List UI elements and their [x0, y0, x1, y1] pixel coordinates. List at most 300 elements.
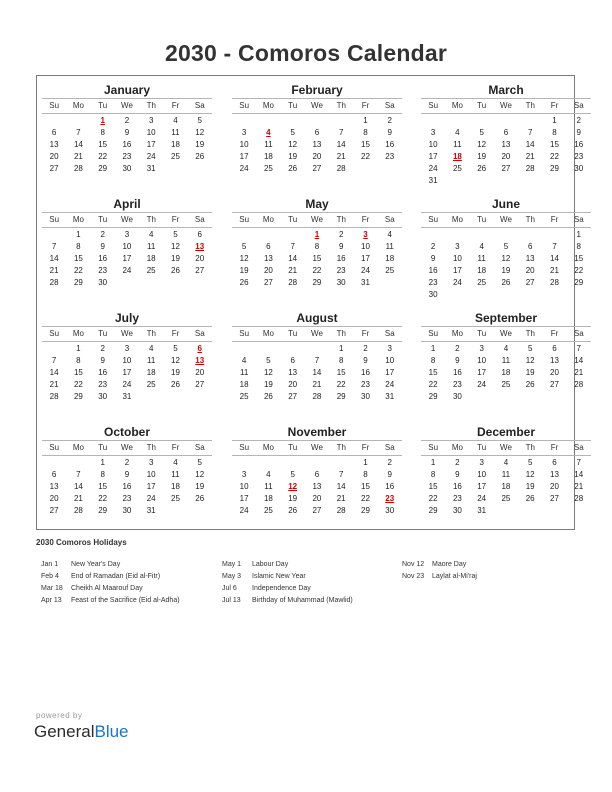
day-cell: 8 — [430, 470, 436, 479]
holiday-date: May 1 — [222, 561, 242, 568]
powered-by-label: powered by — [36, 711, 83, 720]
weekday-label: Th — [146, 101, 156, 110]
day-cell: 1 — [430, 458, 436, 467]
day-cell: 11 — [147, 356, 156, 365]
weekday-label: We — [311, 215, 323, 224]
weekday-label: We — [121, 329, 133, 338]
day-cell: 19 — [288, 152, 298, 161]
day-cell: 31 — [385, 392, 395, 401]
weekday-label: Th — [146, 329, 156, 338]
holiday-row — [41, 595, 180, 607]
holiday-name: Laylat al-Mi'raj — [432, 573, 477, 580]
day-cell: 8 — [76, 242, 81, 251]
day-cell: 12 — [171, 242, 180, 251]
day-cell: 17 — [385, 368, 395, 377]
weekday-label: Su — [239, 443, 250, 452]
weekday-label: Mo — [451, 443, 463, 452]
weekday-label: Tu — [477, 101, 487, 110]
day-cell: 25 — [501, 494, 511, 503]
weekday-label: Th — [336, 101, 346, 110]
day-cell: 25 — [477, 278, 487, 287]
day-cell: 21 — [49, 380, 59, 389]
day-cell: 16 — [122, 482, 132, 491]
holiday-date: Mar 18 — [41, 585, 63, 592]
empty-cell — [66, 115, 90, 127]
holiday-row — [41, 571, 180, 583]
weekday-label: Sa — [573, 329, 584, 338]
day-cell: 11 — [239, 368, 249, 377]
weekday-label: Sa — [194, 329, 205, 338]
day-cell: 28 — [336, 506, 346, 515]
day-cell: 8 — [363, 128, 368, 137]
day-cell: 15 — [73, 368, 83, 377]
day-cell: 12 — [239, 254, 249, 263]
day-cell: 13 — [263, 254, 273, 263]
day-grid — [232, 114, 402, 175]
month-name: February — [291, 83, 343, 97]
day-cell: 26 — [477, 164, 487, 173]
day-cell: 23 — [385, 152, 395, 161]
empty-cell — [281, 343, 305, 355]
day-cell: 27 — [195, 380, 205, 389]
day-grid — [42, 228, 212, 289]
day-cell: 24 — [146, 152, 156, 161]
empty-cell — [232, 115, 256, 127]
day-cell: 26 — [288, 164, 298, 173]
day-cell: 1 — [100, 458, 105, 467]
day-cell: 24 — [122, 266, 132, 275]
day-cell: 6 — [314, 128, 320, 137]
empty-cell — [421, 115, 445, 127]
day-cell: 21 — [73, 494, 83, 503]
empty-cell — [66, 457, 90, 469]
day-cell: 15 — [98, 140, 108, 149]
day-cell: 23 — [361, 380, 370, 389]
day-cell: 16 — [361, 368, 370, 377]
day-cell: 17 — [239, 152, 249, 161]
day-cell: 22 — [361, 152, 370, 161]
weekday-label: Fr — [550, 101, 559, 110]
weekday-header — [232, 212, 402, 228]
day-cell: 23 — [452, 380, 462, 389]
day-cell: 11 — [264, 482, 273, 491]
day-cell: 1 — [76, 344, 81, 353]
day-cell: 26 — [501, 278, 511, 287]
day-cell: 18 — [477, 266, 487, 275]
day-cell: 27 — [501, 164, 511, 173]
day-cell: 6 — [503, 128, 509, 137]
day-cell: 11 — [501, 356, 511, 365]
month-name: December — [476, 425, 536, 439]
day-cell: 9 — [124, 128, 130, 137]
day-cell: 31 — [477, 506, 487, 515]
day-cell: 20 — [312, 494, 322, 503]
weekday-label: Tu — [288, 443, 298, 452]
day-cell: 24 — [146, 494, 156, 503]
month-january — [42, 82, 212, 175]
day-cell: 26 — [171, 380, 180, 389]
weekday-label: We — [500, 443, 512, 452]
day-cell: 5 — [173, 344, 178, 353]
holiday-day-cell: 6 — [197, 344, 202, 353]
day-cell: 10 — [146, 128, 156, 137]
weekday-label: Sa — [384, 215, 395, 224]
holiday-date: Nov 12 — [402, 561, 425, 568]
day-cell: 14 — [73, 482, 83, 491]
day-cell: 17 — [146, 482, 156, 491]
day-cell: 28 — [574, 494, 584, 503]
brand-blue-text: Blue — [94, 722, 129, 741]
day-cell: 30 — [452, 392, 462, 401]
day-cell: 15 — [361, 140, 370, 149]
month-name: November — [287, 425, 347, 439]
empty-cell — [256, 343, 280, 355]
weekday-label: Fr — [171, 215, 180, 224]
weekday-label: Fr — [361, 215, 370, 224]
day-cell: 4 — [148, 344, 154, 353]
month-march — [421, 82, 591, 187]
day-cell: 30 — [122, 164, 132, 173]
day-cell: 7 — [338, 128, 344, 137]
day-cell: 29 — [361, 506, 370, 515]
weekday-label: Fr — [550, 329, 559, 338]
day-cell: 12 — [171, 356, 180, 365]
day-cell: 9 — [100, 356, 105, 365]
day-cell: 9 — [455, 356, 460, 365]
day-cell: 17 — [452, 266, 462, 275]
day-cell: 31 — [146, 506, 156, 515]
day-cell: 23 — [428, 278, 438, 287]
empty-cell — [329, 115, 353, 127]
empty-cell — [329, 457, 353, 469]
day-cell: 21 — [49, 266, 59, 275]
weekday-label: Su — [49, 329, 60, 338]
weekday-label: Th — [525, 215, 535, 224]
weekday-label: Th — [336, 329, 346, 338]
weekday-label: Tu — [477, 215, 487, 224]
holiday-name: Birthday of Muhammad (Mawlid) — [252, 597, 353, 604]
weekday-label: Su — [428, 101, 439, 110]
day-cell: 17 — [146, 140, 156, 149]
day-cell: 29 — [98, 506, 108, 515]
day-cell: 6 — [552, 344, 557, 353]
day-cell: 15 — [428, 482, 438, 491]
day-cell: 26 — [288, 506, 298, 515]
weekday-label: We — [500, 329, 512, 338]
empty-cell — [42, 115, 66, 127]
day-cell: 18 — [239, 380, 249, 389]
weekday-label: Mo — [262, 215, 274, 224]
weekday-label: Tu — [98, 443, 108, 452]
day-cell: 25 — [171, 494, 180, 503]
day-cell: 4 — [266, 470, 271, 479]
day-cell: 4 — [503, 344, 509, 353]
weekday-label: Th — [525, 329, 535, 338]
day-cell: 4 — [479, 242, 484, 251]
day-cell: 25 — [452, 164, 462, 173]
month-name: March — [488, 83, 524, 97]
day-cell: 12 — [263, 368, 273, 377]
day-cell: 29 — [312, 278, 322, 287]
day-cell: 5 — [503, 242, 509, 251]
day-cell: 20 — [195, 254, 205, 263]
day-cell: 20 — [195, 368, 205, 377]
day-cell: 29 — [98, 164, 108, 173]
holiday-name: Labour Day — [252, 561, 289, 568]
day-cell: 25 — [263, 164, 273, 173]
day-cell: 27 — [525, 278, 535, 287]
day-cell: 21 — [525, 152, 535, 161]
holidays-title: 2030 Comoros Holidays — [36, 538, 127, 547]
day-cell: 21 — [550, 266, 559, 275]
day-grid — [42, 456, 212, 517]
holiday-name: Independence Day — [252, 585, 311, 592]
holiday-name: End of Ramadan (Eid al-Fitr) — [71, 573, 161, 580]
day-cell: 31 — [428, 176, 438, 185]
weekday-label: Fr — [361, 329, 370, 338]
month-july — [42, 310, 212, 403]
weekday-label: Th — [146, 443, 156, 452]
day-cell: 10 — [122, 242, 132, 251]
weekday-label: Mo — [262, 443, 274, 452]
weekday-label: Tu — [477, 329, 487, 338]
weekday-header — [421, 98, 591, 114]
day-cell: 7 — [576, 344, 581, 353]
day-cell: 6 — [51, 470, 57, 479]
weekday-label: Sa — [194, 443, 205, 452]
day-cell: 4 — [173, 116, 178, 125]
day-cell: 5 — [479, 128, 484, 137]
day-cell: 14 — [550, 254, 559, 263]
day-cell: 26 — [239, 278, 249, 287]
weekday-header — [42, 440, 212, 456]
weekday-label: Tu — [477, 443, 487, 452]
day-cell: 4 — [148, 230, 154, 239]
day-cell: 4 — [387, 230, 392, 239]
day-cell: 16 — [452, 368, 462, 377]
holiday-day-cell: 12 — [288, 482, 298, 491]
day-cell: 30 — [428, 290, 438, 299]
day-cell: 24 — [452, 278, 462, 287]
day-cell: 19 — [171, 368, 180, 377]
day-cell: 26 — [525, 494, 535, 503]
day-cell: 25 — [146, 380, 156, 389]
day-cell: 20 — [263, 266, 273, 275]
brand-general-text: General — [34, 722, 95, 741]
day-cell: 25 — [385, 266, 395, 275]
day-cell: 25 — [239, 392, 249, 401]
empty-cell — [256, 229, 280, 241]
day-cell: 14 — [312, 368, 322, 377]
holiday-day-cell: 4 — [266, 128, 271, 137]
holiday-date: Jul 13 — [222, 597, 241, 604]
day-cell: 17 — [122, 368, 132, 377]
day-cell: 3 — [241, 128, 247, 137]
day-cell: 13 — [312, 482, 322, 491]
weekday-label: Tu — [288, 215, 298, 224]
day-cell: 16 — [98, 254, 108, 263]
day-cell: 28 — [288, 278, 298, 287]
day-cell: 19 — [195, 140, 205, 149]
empty-cell — [494, 115, 518, 127]
day-cell: 7 — [576, 458, 581, 467]
day-cell: 27 — [288, 392, 298, 401]
day-cell: 24 — [477, 494, 487, 503]
day-cell: 11 — [171, 470, 180, 479]
day-cell: 29 — [73, 278, 83, 287]
generalblue-logo[interactable] — [34, 722, 129, 742]
weekday-header — [421, 440, 591, 456]
day-cell: 5 — [197, 116, 202, 125]
weekday-label: Fr — [550, 443, 559, 452]
day-cell: 12 — [525, 356, 535, 365]
day-cell: 14 — [574, 356, 584, 365]
day-cell: 5 — [241, 242, 247, 251]
day-cell: 12 — [501, 254, 511, 263]
holiday-day-cell: 1 — [100, 116, 105, 125]
day-cell: 8 — [576, 242, 581, 251]
weekday-label: Su — [239, 329, 250, 338]
day-cell: 27 — [312, 164, 322, 173]
day-cell: 16 — [428, 266, 438, 275]
day-cell: 7 — [527, 128, 533, 137]
weekday-header — [232, 440, 402, 456]
weekday-label: We — [500, 215, 512, 224]
day-cell: 1 — [76, 230, 81, 239]
month-december — [421, 424, 591, 517]
page-title: 2030 - Comoros Calendar — [165, 40, 447, 66]
day-cell: 20 — [550, 368, 559, 377]
empty-cell — [42, 343, 66, 355]
day-cell: 7 — [76, 128, 81, 137]
month-october — [42, 424, 212, 517]
day-cell: 19 — [525, 368, 535, 377]
weekday-label: Th — [336, 215, 346, 224]
day-cell: 12 — [477, 140, 487, 149]
day-cell: 9 — [100, 242, 105, 251]
weekday-label: Mo — [262, 329, 274, 338]
empty-cell — [542, 229, 566, 241]
day-cell: 3 — [124, 344, 130, 353]
day-cell: 18 — [146, 254, 156, 263]
weekday-label: We — [311, 329, 323, 338]
day-cell: 16 — [574, 140, 584, 149]
day-cell: 9 — [387, 128, 392, 137]
day-cell: 12 — [288, 140, 298, 149]
holiday-name: New Year's Day — [71, 561, 121, 568]
weekday-label: Su — [49, 215, 60, 224]
day-cell: 9 — [430, 254, 436, 263]
weekday-label: Sa — [573, 443, 584, 452]
day-cell: 1 — [338, 344, 344, 353]
day-cell: 15 — [550, 140, 559, 149]
day-cell: 10 — [452, 254, 462, 263]
holiday-column — [41, 559, 180, 607]
day-cell: 1 — [576, 230, 581, 239]
day-cell: 6 — [290, 356, 295, 365]
day-cell: 9 — [124, 470, 130, 479]
weekday-header — [421, 326, 591, 342]
day-cell: 12 — [525, 470, 535, 479]
weekday-label: Mo — [72, 101, 84, 110]
holiday-row — [402, 559, 477, 571]
day-cell: 4 — [173, 458, 178, 467]
day-cell: 2 — [455, 458, 460, 467]
day-cell: 18 — [501, 368, 511, 377]
weekday-header — [42, 212, 212, 228]
day-cell: 22 — [361, 494, 370, 503]
day-cell: 1 — [363, 458, 368, 467]
day-cell: 16 — [385, 140, 395, 149]
day-grid — [421, 342, 591, 403]
day-cell: 21 — [312, 380, 322, 389]
weekday-label: We — [121, 101, 133, 110]
day-cell: 6 — [197, 230, 202, 239]
holiday-row — [222, 583, 353, 595]
day-cell: 25 — [171, 152, 180, 161]
day-cell: 3 — [479, 458, 484, 467]
day-grid — [421, 228, 591, 301]
day-cell: 17 — [361, 254, 370, 263]
weekday-label: Mo — [451, 329, 463, 338]
day-cell: 26 — [195, 494, 205, 503]
weekday-label: Mo — [72, 215, 84, 224]
weekday-label: Mo — [72, 329, 84, 338]
day-cell: 6 — [527, 242, 533, 251]
day-grid — [421, 114, 591, 187]
day-cell: 8 — [552, 128, 557, 137]
day-cell: 30 — [122, 506, 132, 515]
holiday-name: Cheikh Al Maarouf Day — [71, 585, 143, 592]
day-cell: 19 — [501, 266, 511, 275]
day-cell: 11 — [171, 128, 180, 137]
weekday-label: We — [121, 215, 133, 224]
day-cell: 19 — [239, 266, 249, 275]
day-cell: 4 — [455, 128, 460, 137]
day-cell: 26 — [525, 380, 535, 389]
day-cell: 17 — [477, 368, 487, 377]
empty-cell — [305, 343, 329, 355]
day-cell: 8 — [314, 242, 320, 251]
weekday-label: Fr — [361, 101, 370, 110]
day-cell: 31 — [361, 278, 370, 287]
holiday-date: Apr 13 — [41, 597, 62, 604]
holiday-row — [222, 595, 353, 607]
day-cell: 25 — [263, 506, 273, 515]
day-cell: 6 — [552, 458, 557, 467]
holiday-name: Maore Day — [432, 561, 467, 568]
day-cell: 5 — [527, 458, 533, 467]
day-cell: 19 — [171, 254, 180, 263]
day-cell: 7 — [51, 356, 57, 365]
weekday-label: Fr — [361, 443, 370, 452]
day-cell: 2 — [576, 116, 581, 125]
day-cell: 15 — [73, 254, 83, 263]
day-cell: 21 — [73, 152, 83, 161]
day-cell: 13 — [525, 254, 535, 263]
day-cell: 2 — [387, 458, 392, 467]
day-cell: 15 — [312, 254, 322, 263]
day-cell: 3 — [479, 344, 484, 353]
day-cell: 1 — [363, 116, 368, 125]
day-cell: 10 — [361, 242, 370, 251]
day-cell: 11 — [264, 140, 273, 149]
day-cell: 15 — [336, 368, 346, 377]
month-name: January — [103, 83, 151, 97]
day-cell: 17 — [428, 152, 438, 161]
day-cell: 21 — [288, 266, 298, 275]
day-cell: 23 — [98, 266, 108, 275]
